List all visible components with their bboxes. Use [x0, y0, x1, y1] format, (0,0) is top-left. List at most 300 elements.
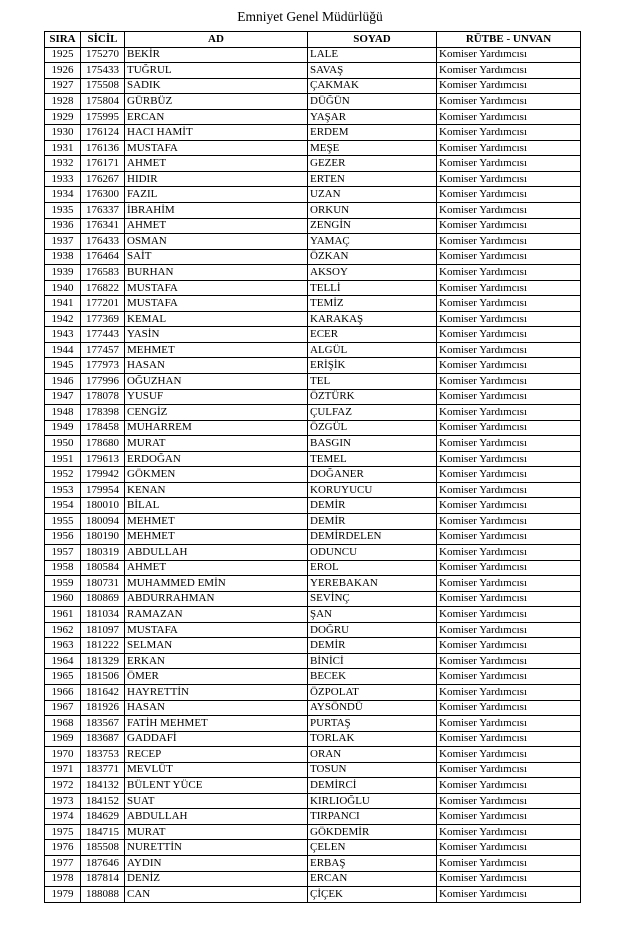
cell-soyad: EROL [308, 560, 437, 576]
cell-soyad: ALGÜL [308, 342, 437, 358]
cell-sicil: 181642 [81, 684, 125, 700]
cell-sicil: 181506 [81, 669, 125, 685]
table-row [45, 545, 581, 561]
table-row [45, 451, 581, 467]
cell-soyad: BİNİCİ [308, 653, 437, 669]
table-row [45, 716, 581, 732]
cell-soyad: ZENGİN [308, 218, 437, 234]
cell-ad: ÖMER [125, 669, 308, 685]
cell-sira: 1931 [45, 140, 81, 156]
cell-sicil: 176583 [81, 265, 125, 281]
cell-ad: ABDULLAH [125, 545, 308, 561]
cell-soyad: GEZER [308, 156, 437, 172]
cell-rutbe: Komiser Yardımcısı [437, 203, 581, 219]
cell-rutbe: Komiser Yardımcısı [437, 125, 581, 141]
cell-ad: HASAN [125, 700, 308, 716]
cell-sira: 1976 [45, 840, 81, 856]
cell-ad: BURHAN [125, 265, 308, 281]
cell-sicil: 180190 [81, 529, 125, 545]
cell-ad: HIDIR [125, 171, 308, 187]
cell-sira: 1972 [45, 778, 81, 794]
cell-sicil: 180010 [81, 498, 125, 514]
cell-sicil: 177457 [81, 342, 125, 358]
cell-rutbe: Komiser Yardımcısı [437, 218, 581, 234]
cell-soyad: ÖZPOLAT [308, 684, 437, 700]
cell-rutbe: Komiser Yardımcısı [437, 249, 581, 265]
cell-rutbe: Komiser Yardımcısı [437, 47, 581, 63]
cell-sira: 1959 [45, 576, 81, 592]
cell-ad: AHMET [125, 156, 308, 172]
cell-soyad: AKSOY [308, 265, 437, 281]
table-row [45, 513, 581, 529]
cell-sira: 1970 [45, 747, 81, 763]
cell-ad: MEHMET [125, 529, 308, 545]
cell-rutbe: Komiser Yardımcısı [437, 234, 581, 250]
table-row [45, 809, 581, 825]
table-row [45, 887, 581, 903]
table-row [45, 218, 581, 234]
cell-rutbe: Komiser Yardımcısı [437, 327, 581, 343]
cell-rutbe: Komiser Yardımcısı [437, 78, 581, 94]
cell-sira: 1932 [45, 156, 81, 172]
cell-soyad: KIRLIOĞLU [308, 793, 437, 809]
cell-sira: 1949 [45, 420, 81, 436]
table-row [45, 140, 581, 156]
cell-ad: KEMAL [125, 311, 308, 327]
cell-soyad: ÇULFAZ [308, 405, 437, 421]
table-row [45, 436, 581, 452]
table-row [45, 125, 581, 141]
table-row [45, 653, 581, 669]
cell-sicil: 180584 [81, 560, 125, 576]
cell-rutbe: Komiser Yardımcısı [437, 436, 581, 452]
cell-rutbe: Komiser Yardımcısı [437, 187, 581, 203]
cell-sira: 1962 [45, 622, 81, 638]
cell-soyad: LALE [308, 47, 437, 63]
cell-ad: AHMET [125, 218, 308, 234]
cell-rutbe: Komiser Yardımcısı [437, 887, 581, 903]
cell-sira: 1978 [45, 871, 81, 887]
table-row [45, 793, 581, 809]
cell-ad: YUSUF [125, 389, 308, 405]
cell-sicil: 181097 [81, 622, 125, 638]
header-sicil: SİCİL [81, 32, 125, 48]
cell-sicil: 176124 [81, 125, 125, 141]
cell-soyad: PURTAŞ [308, 716, 437, 732]
cell-soyad: KORUYUCU [308, 482, 437, 498]
cell-soyad: ÇAKMAK [308, 78, 437, 94]
cell-soyad: TELLİ [308, 280, 437, 296]
cell-sira: 1944 [45, 342, 81, 358]
table-row [45, 576, 581, 592]
cell-rutbe: Komiser Yardımcısı [437, 545, 581, 561]
cell-sicil: 176464 [81, 249, 125, 265]
cell-rutbe: Komiser Yardımcısı [437, 140, 581, 156]
cell-sicil: 179613 [81, 451, 125, 467]
cell-sira: 1930 [45, 125, 81, 141]
cell-ad: KENAN [125, 482, 308, 498]
cell-rutbe: Komiser Yardımcısı [437, 607, 581, 623]
cell-soyad: ERCAN [308, 871, 437, 887]
cell-soyad: TEL [308, 374, 437, 390]
cell-rutbe: Komiser Yardımcısı [437, 482, 581, 498]
table-row [45, 824, 581, 840]
table-row [45, 482, 581, 498]
cell-sicil: 184152 [81, 793, 125, 809]
cell-rutbe: Komiser Yardımcısı [437, 358, 581, 374]
cell-soyad: ERBAŞ [308, 855, 437, 871]
cell-sicil: 187646 [81, 855, 125, 871]
cell-soyad: MEŞE [308, 140, 437, 156]
cell-soyad: ODUNCU [308, 545, 437, 561]
cell-rutbe: Komiser Yardımcısı [437, 747, 581, 763]
cell-ad: SADIK [125, 78, 308, 94]
cell-ad: BİLAL [125, 498, 308, 514]
table-row [45, 203, 581, 219]
cell-soyad: ERTEN [308, 171, 437, 187]
cell-rutbe: Komiser Yardımcısı [437, 451, 581, 467]
cell-rutbe: Komiser Yardımcısı [437, 638, 581, 654]
cell-sira: 1960 [45, 591, 81, 607]
table-row [45, 265, 581, 281]
cell-ad: MURAT [125, 824, 308, 840]
cell-soyad: TORLAK [308, 731, 437, 747]
cell-sicil: 180731 [81, 576, 125, 592]
table-row [45, 374, 581, 390]
cell-sicil: 176822 [81, 280, 125, 296]
cell-soyad: ÖZTÜRK [308, 389, 437, 405]
cell-ad: MUHAMMED EMİN [125, 576, 308, 592]
cell-sicil: 181926 [81, 700, 125, 716]
cell-sira: 1948 [45, 405, 81, 421]
cell-ad: MUHARREM [125, 420, 308, 436]
cell-rutbe: Komiser Yardımcısı [437, 684, 581, 700]
cell-rutbe: Komiser Yardımcısı [437, 824, 581, 840]
cell-sicil: 177443 [81, 327, 125, 343]
table-row [45, 778, 581, 794]
cell-rutbe: Komiser Yardımcısı [437, 762, 581, 778]
cell-ad: RAMAZAN [125, 607, 308, 623]
cell-soyad: TEMEL [308, 451, 437, 467]
cell-soyad: DÜĞÜN [308, 94, 437, 110]
table-row [45, 747, 581, 763]
cell-rutbe: Komiser Yardımcısı [437, 156, 581, 172]
cell-ad: GADDAFİ [125, 731, 308, 747]
cell-sira: 1928 [45, 94, 81, 110]
cell-soyad: DEMİR [308, 498, 437, 514]
cell-soyad: TIRPANCI [308, 809, 437, 825]
cell-sicil: 185508 [81, 840, 125, 856]
cell-rutbe: Komiser Yardımcısı [437, 653, 581, 669]
cell-sicil: 180869 [81, 591, 125, 607]
table-row [45, 405, 581, 421]
cell-sira: 1973 [45, 793, 81, 809]
cell-soyad: YAMAÇ [308, 234, 437, 250]
cell-soyad: ECER [308, 327, 437, 343]
page-title: Emniyet Genel Müdürlüğü [237, 9, 383, 24]
cell-sicil: 175433 [81, 63, 125, 79]
cell-sicil: 176337 [81, 203, 125, 219]
table-row [45, 311, 581, 327]
cell-sicil: 176433 [81, 234, 125, 250]
cell-soyad: DEMİR [308, 513, 437, 529]
cell-sicil: 181222 [81, 638, 125, 654]
header-rutbe: RÜTBE - UNVAN [437, 32, 581, 48]
cell-ad: MEHMET [125, 342, 308, 358]
cell-rutbe: Komiser Yardımcısı [437, 374, 581, 390]
cell-sira: 1957 [45, 545, 81, 561]
table-row [45, 280, 581, 296]
cell-soyad: SAVAŞ [308, 63, 437, 79]
cell-sicil: 180094 [81, 513, 125, 529]
table-row [45, 296, 581, 312]
table-row [45, 78, 581, 94]
cell-ad: İBRAHİM [125, 203, 308, 219]
cell-soyad: AYSÖNDÜ [308, 700, 437, 716]
cell-sicil: 181034 [81, 607, 125, 623]
cell-sira: 1926 [45, 63, 81, 79]
table-row [45, 591, 581, 607]
cell-ad: ABDURRAHMAN [125, 591, 308, 607]
cell-sira: 1935 [45, 203, 81, 219]
cell-soyad: BECEK [308, 669, 437, 685]
table-row [45, 249, 581, 265]
cell-sira: 1975 [45, 824, 81, 840]
cell-sira: 1964 [45, 653, 81, 669]
cell-sira: 1934 [45, 187, 81, 203]
cell-rutbe: Komiser Yardımcısı [437, 778, 581, 794]
cell-ad: HACI HAMİT [125, 125, 308, 141]
cell-ad: ERCAN [125, 109, 308, 125]
cell-sira: 1952 [45, 467, 81, 483]
cell-rutbe: Komiser Yardımcısı [437, 296, 581, 312]
cell-rutbe: Komiser Yardımcısı [437, 311, 581, 327]
cell-soyad: GÖKDEMİR [308, 824, 437, 840]
cell-rutbe: Komiser Yardımcısı [437, 342, 581, 358]
cell-ad: MEVLÜT [125, 762, 308, 778]
table-row [45, 731, 581, 747]
cell-rutbe: Komiser Yardımcısı [437, 94, 581, 110]
cell-sira: 1943 [45, 327, 81, 343]
personnel-table [44, 31, 581, 903]
cell-sira: 1947 [45, 389, 81, 405]
cell-sicil: 175508 [81, 78, 125, 94]
cell-rutbe: Komiser Yardımcısı [437, 529, 581, 545]
table-header-row [45, 32, 581, 48]
cell-ad: DENİZ [125, 871, 308, 887]
cell-sira: 1927 [45, 78, 81, 94]
cell-sicil: 187814 [81, 871, 125, 887]
table-row [45, 171, 581, 187]
cell-ad: FAZIL [125, 187, 308, 203]
table-row [45, 840, 581, 856]
table-row [45, 94, 581, 110]
cell-sicil: 183687 [81, 731, 125, 747]
cell-soyad: DEMİRCİ [308, 778, 437, 794]
table-row [45, 560, 581, 576]
cell-rutbe: Komiser Yardımcısı [437, 420, 581, 436]
cell-soyad: TEMİZ [308, 296, 437, 312]
cell-soyad: DEMİR [308, 638, 437, 654]
cell-sira: 1941 [45, 296, 81, 312]
cell-rutbe: Komiser Yardımcısı [437, 405, 581, 421]
cell-rutbe: Komiser Yardımcısı [437, 669, 581, 685]
cell-ad: MEHMET [125, 513, 308, 529]
cell-rutbe: Komiser Yardımcısı [437, 809, 581, 825]
cell-sira: 1951 [45, 451, 81, 467]
cell-sicil: 181329 [81, 653, 125, 669]
cell-ad: AYDIN [125, 855, 308, 871]
table-row [45, 234, 581, 250]
cell-soyad: ÇİÇEK [308, 887, 437, 903]
table-row [45, 358, 581, 374]
cell-sicil: 178458 [81, 420, 125, 436]
table-row [45, 467, 581, 483]
table-row [45, 47, 581, 63]
cell-ad: BÜLENT YÜCE [125, 778, 308, 794]
header-soyad: SOYAD [308, 32, 437, 48]
table-row [45, 498, 581, 514]
cell-rutbe: Komiser Yardımcısı [437, 498, 581, 514]
cell-ad: BEKİR [125, 47, 308, 63]
table-row [45, 622, 581, 638]
cell-soyad: UZAN [308, 187, 437, 203]
cell-sira: 1955 [45, 513, 81, 529]
table-row [45, 871, 581, 887]
cell-sira: 1946 [45, 374, 81, 390]
cell-ad: HAYRETTİN [125, 684, 308, 700]
cell-sira: 1937 [45, 234, 81, 250]
header-sira: SIRA [45, 32, 81, 48]
table-row [45, 762, 581, 778]
table-row [45, 327, 581, 343]
cell-sicil: 176300 [81, 187, 125, 203]
cell-ad: RECEP [125, 747, 308, 763]
cell-sicil: 176267 [81, 171, 125, 187]
cell-sira: 1971 [45, 762, 81, 778]
cell-ad: MUSTAFA [125, 140, 308, 156]
table-row [45, 638, 581, 654]
cell-sira: 1933 [45, 171, 81, 187]
cell-soyad: ERDEM [308, 125, 437, 141]
cell-sicil: 184629 [81, 809, 125, 825]
cell-sicil: 176136 [81, 140, 125, 156]
table-row [45, 607, 581, 623]
cell-rutbe: Komiser Yardımcısı [437, 716, 581, 732]
cell-sicil: 184715 [81, 824, 125, 840]
cell-sira: 1979 [45, 887, 81, 903]
cell-sira: 1953 [45, 482, 81, 498]
cell-sicil: 175995 [81, 109, 125, 125]
cell-ad: HASAN [125, 358, 308, 374]
cell-sira: 1945 [45, 358, 81, 374]
cell-soyad: YAŞAR [308, 109, 437, 125]
cell-sicil: 175804 [81, 94, 125, 110]
cell-sira: 1940 [45, 280, 81, 296]
table-row [45, 187, 581, 203]
cell-rutbe: Komiser Yardımcısı [437, 591, 581, 607]
cell-sicil: 184132 [81, 778, 125, 794]
cell-sira: 1967 [45, 700, 81, 716]
table-body [45, 47, 581, 902]
cell-sira: 1954 [45, 498, 81, 514]
cell-soyad: DOĞANER [308, 467, 437, 483]
cell-sicil: 178680 [81, 436, 125, 452]
table-row [45, 342, 581, 358]
cell-soyad: YEREBAKAN [308, 576, 437, 592]
cell-sira: 1961 [45, 607, 81, 623]
table-row [45, 855, 581, 871]
cell-ad: OSMAN [125, 234, 308, 250]
cell-sicil: 179954 [81, 482, 125, 498]
cell-rutbe: Komiser Yardımcısı [437, 560, 581, 576]
cell-ad: ABDULLAH [125, 809, 308, 825]
cell-ad: GÖKMEN [125, 467, 308, 483]
cell-sira: 1968 [45, 716, 81, 732]
cell-rutbe: Komiser Yardımcısı [437, 576, 581, 592]
cell-ad: SUAT [125, 793, 308, 809]
cell-rutbe: Komiser Yardımcısı [437, 622, 581, 638]
cell-sicil: 179942 [81, 467, 125, 483]
table-row [45, 529, 581, 545]
cell-sicil: 183753 [81, 747, 125, 763]
cell-soyad: TOSUN [308, 762, 437, 778]
cell-ad: SELMAN [125, 638, 308, 654]
cell-sicil: 176171 [81, 156, 125, 172]
cell-rutbe: Komiser Yardımcısı [437, 280, 581, 296]
cell-ad: ERDOĞAN [125, 451, 308, 467]
cell-sicil: 175270 [81, 47, 125, 63]
cell-sira: 1963 [45, 638, 81, 654]
cell-rutbe: Komiser Yardımcısı [437, 700, 581, 716]
cell-soyad: BASGIN [308, 436, 437, 452]
cell-soyad: KARAKAŞ [308, 311, 437, 327]
cell-sira: 1966 [45, 684, 81, 700]
cell-sira: 1936 [45, 218, 81, 234]
cell-soyad: DOĞRU [308, 622, 437, 638]
cell-sicil: 177369 [81, 311, 125, 327]
cell-sicil: 183771 [81, 762, 125, 778]
cell-sicil: 178078 [81, 389, 125, 405]
cell-ad: NURETTİN [125, 840, 308, 856]
table-row [45, 420, 581, 436]
cell-rutbe: Komiser Yardımcısı [437, 389, 581, 405]
cell-rutbe: Komiser Yardımcısı [437, 871, 581, 887]
cell-ad: MUSTAFA [125, 622, 308, 638]
cell-soyad: SEVİNÇ [308, 591, 437, 607]
table-row [45, 700, 581, 716]
cell-sira: 1958 [45, 560, 81, 576]
cell-sicil: 176341 [81, 218, 125, 234]
cell-ad: MUSTAFA [125, 280, 308, 296]
cell-soyad: ORKUN [308, 203, 437, 219]
cell-sicil: 178398 [81, 405, 125, 421]
cell-ad: TUĞRUL [125, 63, 308, 79]
cell-sira: 1939 [45, 265, 81, 281]
cell-rutbe: Komiser Yardımcısı [437, 109, 581, 125]
cell-ad: GÜRBÜZ [125, 94, 308, 110]
cell-soyad: ÇELEN [308, 840, 437, 856]
cell-sira: 1965 [45, 669, 81, 685]
cell-sicil: 177973 [81, 358, 125, 374]
cell-rutbe: Komiser Yardımcısı [437, 840, 581, 856]
table-row [45, 156, 581, 172]
table-row [45, 669, 581, 685]
cell-sicil: 188088 [81, 887, 125, 903]
cell-rutbe: Komiser Yardımcısı [437, 63, 581, 79]
cell-soyad: ŞAN [308, 607, 437, 623]
cell-sira: 1956 [45, 529, 81, 545]
